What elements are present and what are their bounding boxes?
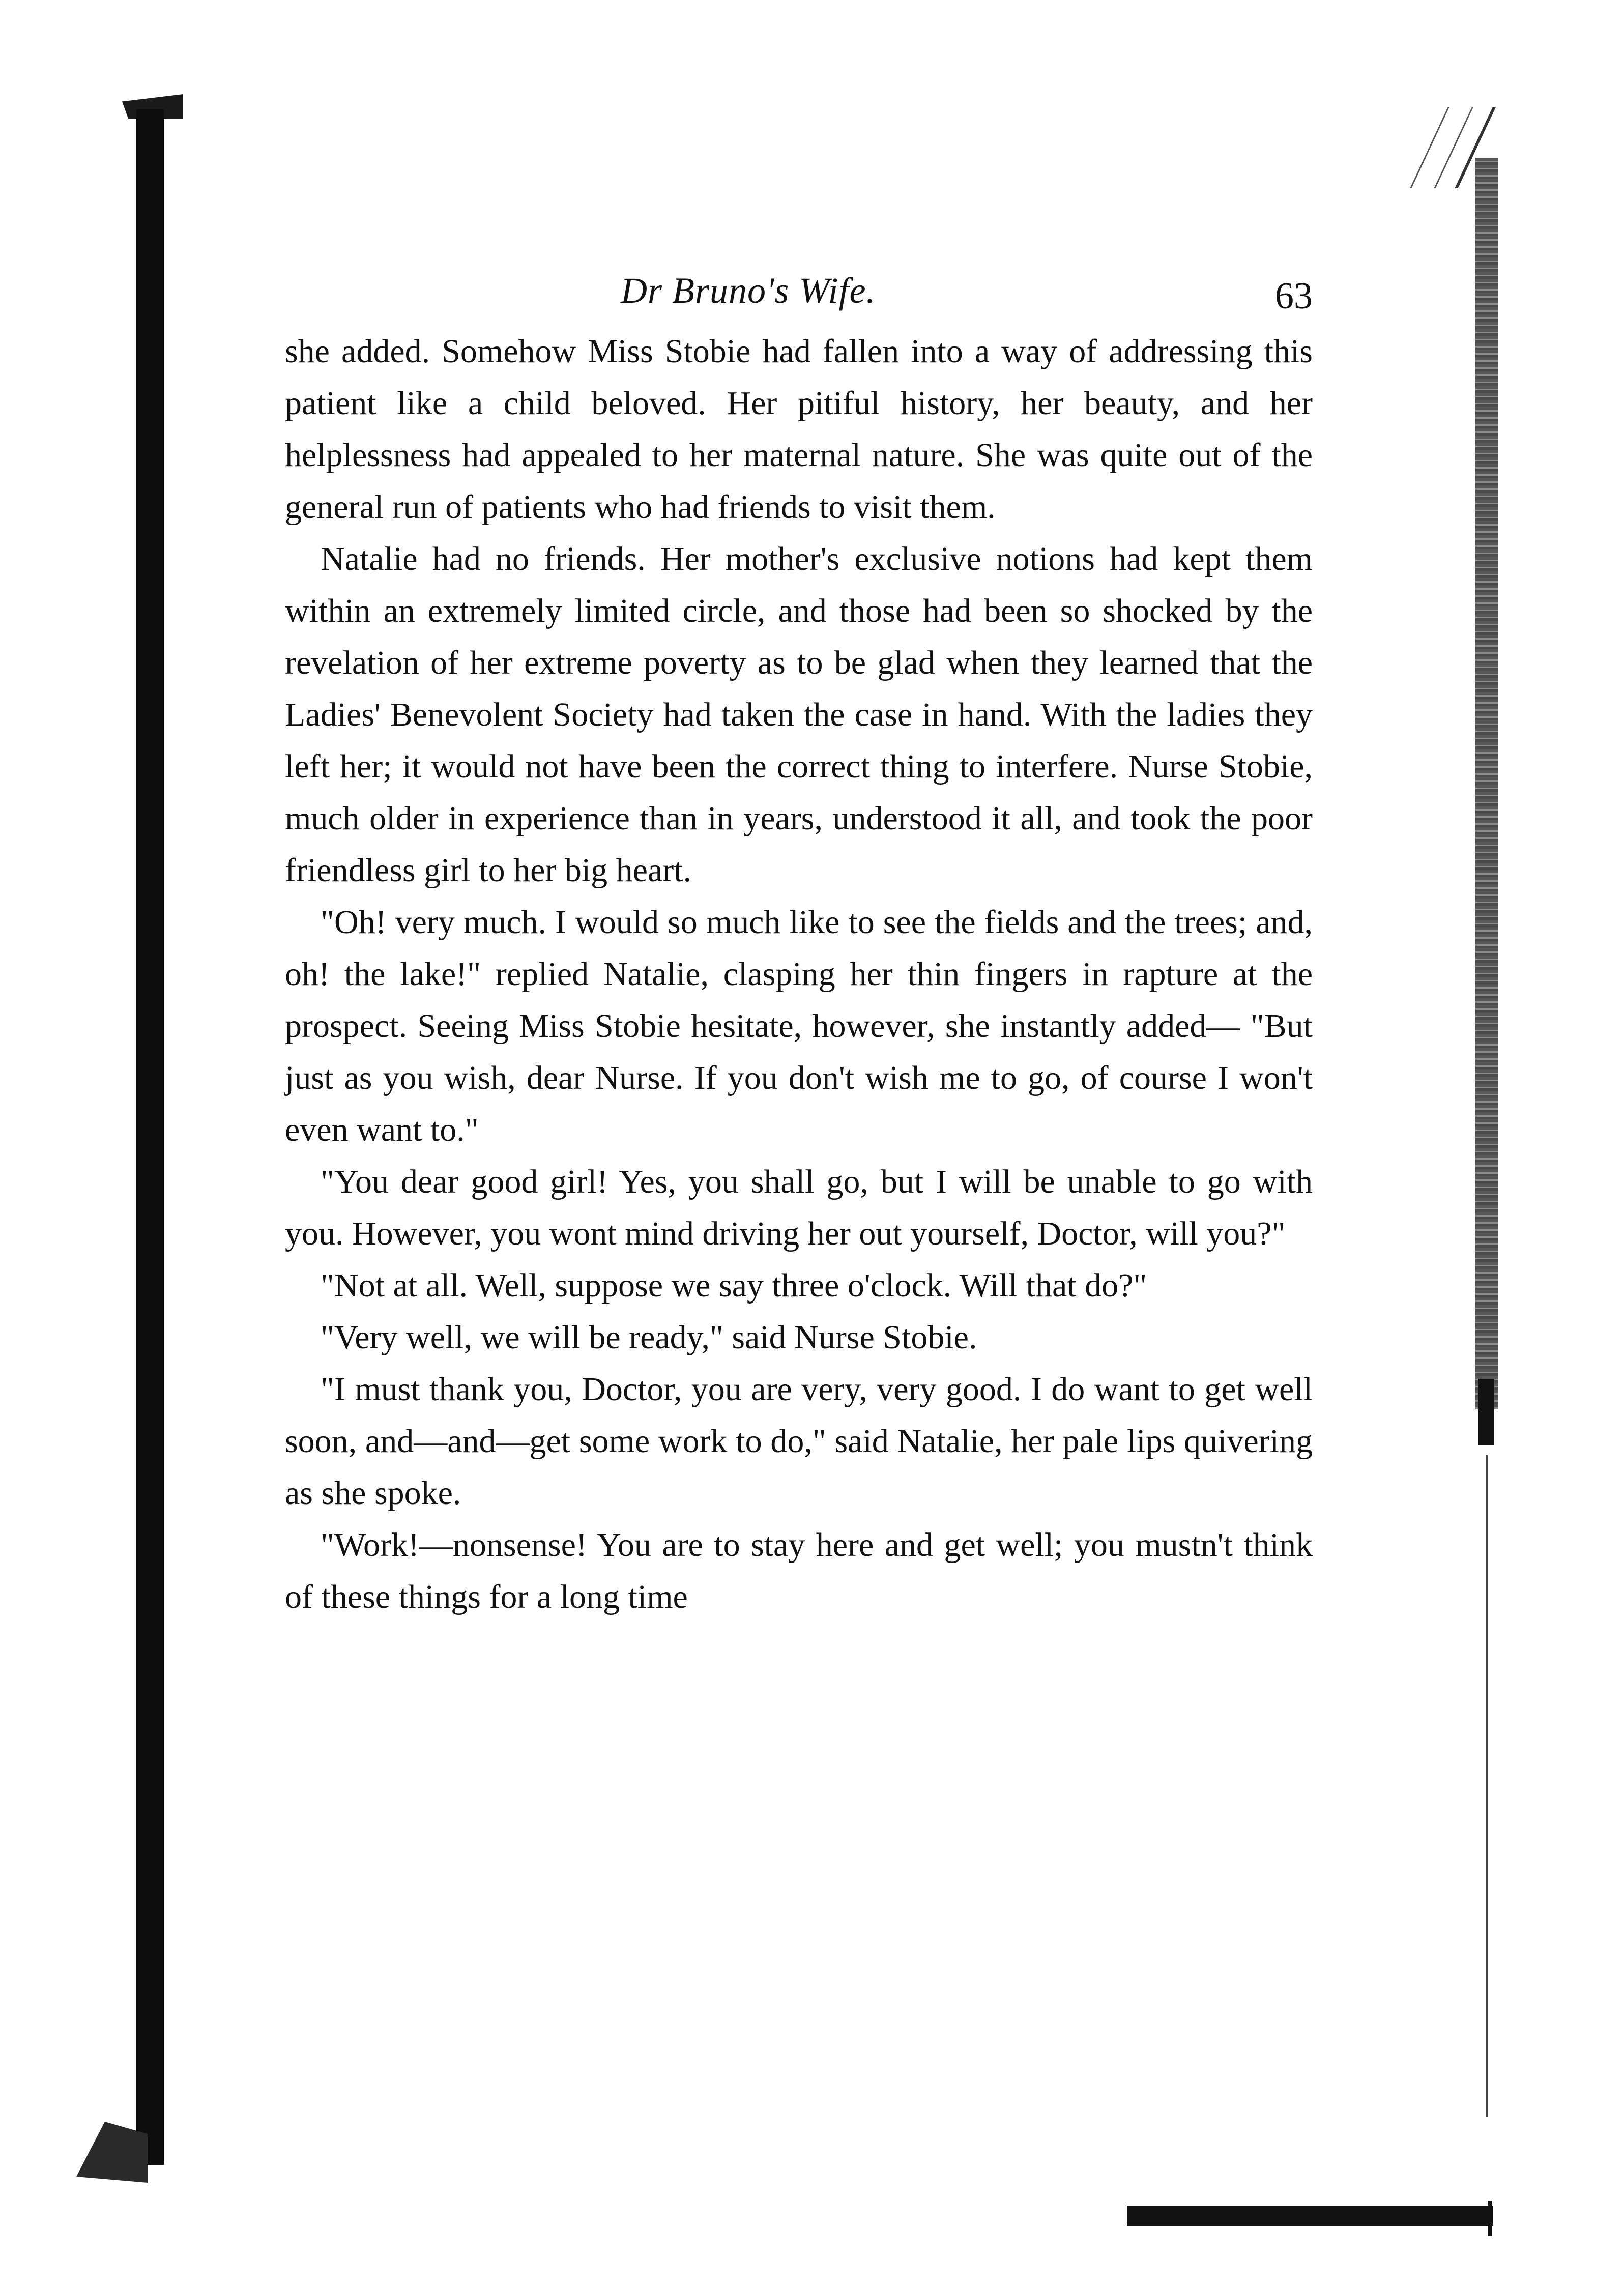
paragraph: "Work!—nonsense! You are to stay here and get well; you mustn't think of these things for a long time <box>285 1526 1313 1615</box>
book-page <box>285 249 1313 1623</box>
paragraph: "You dear good girl! Yes, you shall go, but I will be unable to go with you. However, you wont mind driving her out yourself, Doctor, will you?" <box>285 1163 1313 1252</box>
paragraph: "I must thank you, Doctor, you are very, very good. I do want to get well soon, and—and—get some work to do," said Natalie, her pale lips quivering as she spoke. <box>285 1371 1313 1512</box>
scan-right-edge-mark <box>1478 1379 1494 1445</box>
scan-right-edge-line <box>1486 1455 1488 2117</box>
scan-bottom-bar <box>1127 2206 1493 2226</box>
scan-right-edge <box>1475 158 1498 1409</box>
body-text <box>285 326 1313 1623</box>
paragraph: "Oh! very much. I would so much like to see the fields and the trees; and, oh! the lake!" replied Natalie, clasping her thin fingers in rapture at the prospect. Seeing Miss Stobie hesitate, however, she instantly added— "But just as you wish, dear Nurse. If you don't wish me to go, of course I won't even want to." <box>285 904 1313 1148</box>
page-number: 63 <box>1275 275 1313 317</box>
running-title: Dr Bruno's Wife. <box>621 270 876 311</box>
paragraph: "Very well, we will be ready," said Nurse Stobie. <box>321 1319 977 1356</box>
paragraph: "Not at all. Well, suppose we say three o'clock. Will that do?" <box>321 1267 1147 1304</box>
scan-bottom-tick <box>1488 2201 1492 2236</box>
running-header <box>285 249 1313 326</box>
scan-gutter-bar <box>136 109 164 2165</box>
paragraph: Natalie had no friends. Her mother's exclusive notions had kept them within an extremely limited circle, and those had been so shocked by the revelation of her extreme poverty as to be glad when they learned that the Ladies' Benevolent Society had taken the case in hand. With the ladies they left her; it would not have been the correct thing to interfere. Nurse Stobie, much older in experience than in years, understood it all, and took the poor friendless girl to her big heart. <box>285 540 1313 889</box>
paragraph: she added. Somehow Miss Stobie had fallen into a way of addressing this patient like a child beloved. Her pitiful history, her beauty, and her helplessness had appealed to her maternal nature. She was quite out of the general run of patients who had friends to visit them. <box>285 333 1313 526</box>
scan-gutter-bottom <box>76 2122 148 2183</box>
